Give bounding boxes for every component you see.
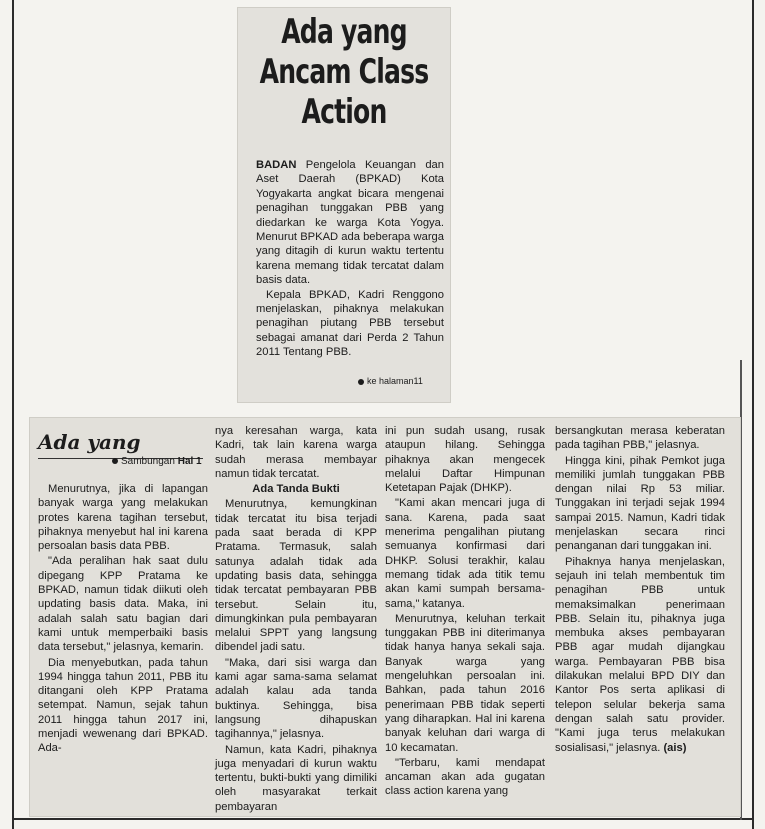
sambungan-marker bbox=[112, 456, 202, 467]
continuation-kicker: Ada yang bbox=[38, 430, 141, 454]
col2-paragraph: Namun, kata Kadri, pihaknya juga menyadari di kurun waktu tertentu, bukti-bukti yang dimiliki oleh masyarakat terkait pembayaran bbox=[215, 743, 377, 813]
sambungan-page: Hal 1 bbox=[177, 456, 202, 467]
page-frame-right bbox=[752, 0, 754, 829]
page-frame-inner bbox=[740, 360, 742, 820]
col4-paragraph: bersangkutan merasa keberatan pada tagihan PBB," jelasnya. bbox=[555, 425, 725, 452]
headline-line-3: Action bbox=[301, 92, 387, 132]
author-signature: (ais) bbox=[663, 741, 687, 754]
lead-paragraph-1 bbox=[256, 158, 444, 288]
page-frame-bottom bbox=[12, 818, 754, 820]
lead-text bbox=[256, 158, 444, 360]
lead-paragraph-1-text: Pengelola Keuangan dan Aset Daerah (BPKAD) Kota Yogyakarta angkat bicara mengenai penagihan tunggakan PBB yang diedarkan ke warga Kota Yogya. Menurut BPKAD ada beberapa warga yang ditagih di kurun waktu tertentu karena memang tidak tercatat dalam basis data. bbox=[256, 159, 445, 287]
continue-label: ke halaman11 bbox=[367, 376, 423, 386]
col3-paragraph: "Kami akan mencari juga di sana. Karena, pada saat menerima pengalihan piutang semuanya konfirmasi dari DHKP. Solusi terakhir, kalau memang tidak ada titik temu akan kami sumpah bersama-sama," katanya. bbox=[385, 497, 545, 610]
col1-paragraph: Menurutnya, jika di lapangan banyak warga yang melakukan protes karena tagihan tersebut, pihaknya menyebut hal ini karena persoalan basis data PBB. bbox=[38, 483, 208, 553]
col4-paragraph bbox=[555, 555, 725, 755]
col2-paragraph: Menurutnya, kemungkinan tidak tercatat itu bisa terjadi pada saat berada di KPP Pratama. Termasuk, salah satunya adalah tidak ada updating basis data, sehingga tidak tercatat pembayaran PBB tersebut. Selain itu, dimungkinkan pula pembayaran melalui SPPT yang langsung dibendel jadi satu. bbox=[215, 498, 377, 654]
continue-marker bbox=[358, 376, 423, 386]
column-1 bbox=[38, 482, 208, 757]
bullet-icon bbox=[112, 458, 118, 464]
page-frame-left bbox=[12, 0, 14, 829]
col1-paragraph: "Ada peralihan hak saat dulu dipegang KPP Pratama ke BPKAD, namun tidak diikuti oleh updating basis data. Maka, ini adalah salah satu bagian dari kami untuk memperbaiki basis data tersebut," jelasnya, kemarin. bbox=[38, 555, 208, 654]
column-4 bbox=[555, 424, 725, 756]
subhead: Ada Tanda Bukti bbox=[252, 483, 340, 496]
col3-paragraph: ini pun sudah usang, rusak ataupun hilang. Sehingga pihaknya akan mengecek melalui Daftar Himpunan Ketetapan Pajak (DHKP). bbox=[385, 425, 545, 495]
bullet-icon bbox=[358, 379, 364, 385]
headline bbox=[257, 12, 431, 132]
col4-paragraph: Hingga kini, pihak Pemkot juga memiliki jumlah tunggakan PBB dengan nilai Rp 53 miliar. Tunggakan ini terjadi sejak 1994 sampai 2015. Namun, Kadri tidak menjelaskan secara rinci penanganan dari tunggakan ini. bbox=[555, 454, 725, 553]
column-3 bbox=[385, 424, 545, 800]
headline-line-1: Ada yang bbox=[281, 12, 407, 52]
col3-paragraph: "Terbaru, kami mendapat ancaman akan ada gugatan class action karena yang bbox=[385, 756, 545, 798]
lead-paragraph-2: Kepala BPKAD, Kadri Renggono menjelaskan, pihaknya melakukan penagihan piutang PBB tersebut sebagai amanat dari Perda 2 Tahun 2011 Tentang PBB. bbox=[256, 288, 444, 359]
col4-paragraph-text: Pihaknya hanya menjelaskan, sejauh ini telah membentuk tim penagihan PBB untuk memaksimalkan penerimaan PBB. Selain itu, pihaknya juga membuka akses pembayaran PBB agar mudah dijangkau warga. Pembayaran PBB bisa dilakukan melalui BPD DIY dan Kantor Pos serta aplikasi di telepon selular bekerja sama dengan salah satu provider. "Kami juga terus melakukan sosialisasi," jelasnya. bbox=[555, 555, 725, 754]
sambungan-label: Sambungan bbox=[121, 456, 175, 467]
headline-line-2: Ancam Class bbox=[259, 52, 429, 92]
bottom-clipping bbox=[30, 418, 740, 816]
col2-lead: nya keresahan warga, kata Kadri, tak lain karena warga sudah merasa membayar namun tidak tercatat. bbox=[215, 425, 377, 480]
col2-paragraph: "Maka, dari sisi warga dan kami agar sama-sama selamat adalah kalau ada tanda buktinya. Sehingga, bisa langsung dihapuskan tagihannya," jelasnya. bbox=[215, 656, 377, 741]
col1-paragraph: Dia menyebutkan, pada tahun 1994 hingga tahun 2011, PBB itu ditangani oleh KPP Pratama setempat. Namun, sejak tahun 2011 hingga tahun 2017 ini, menjadi wewenang dari BPKAD. Ada- bbox=[38, 656, 208, 755]
lead-kicker: BADAN bbox=[256, 159, 297, 171]
column-2 bbox=[215, 424, 377, 815]
col3-paragraph: Menurutnya, keluhan terkait tunggakan PBB ini diterimanya tidak hanya hanya sekali saja. Banyak warga yang mengeluhkan persoalan ini. Bahkan, pada tahun 2016 penerimaan PBB tidak seperti yang diharapkan. Hal ini karena banyak keluhan dari warga di 10 kecamatan. bbox=[385, 612, 545, 754]
top-clipping bbox=[238, 8, 450, 402]
